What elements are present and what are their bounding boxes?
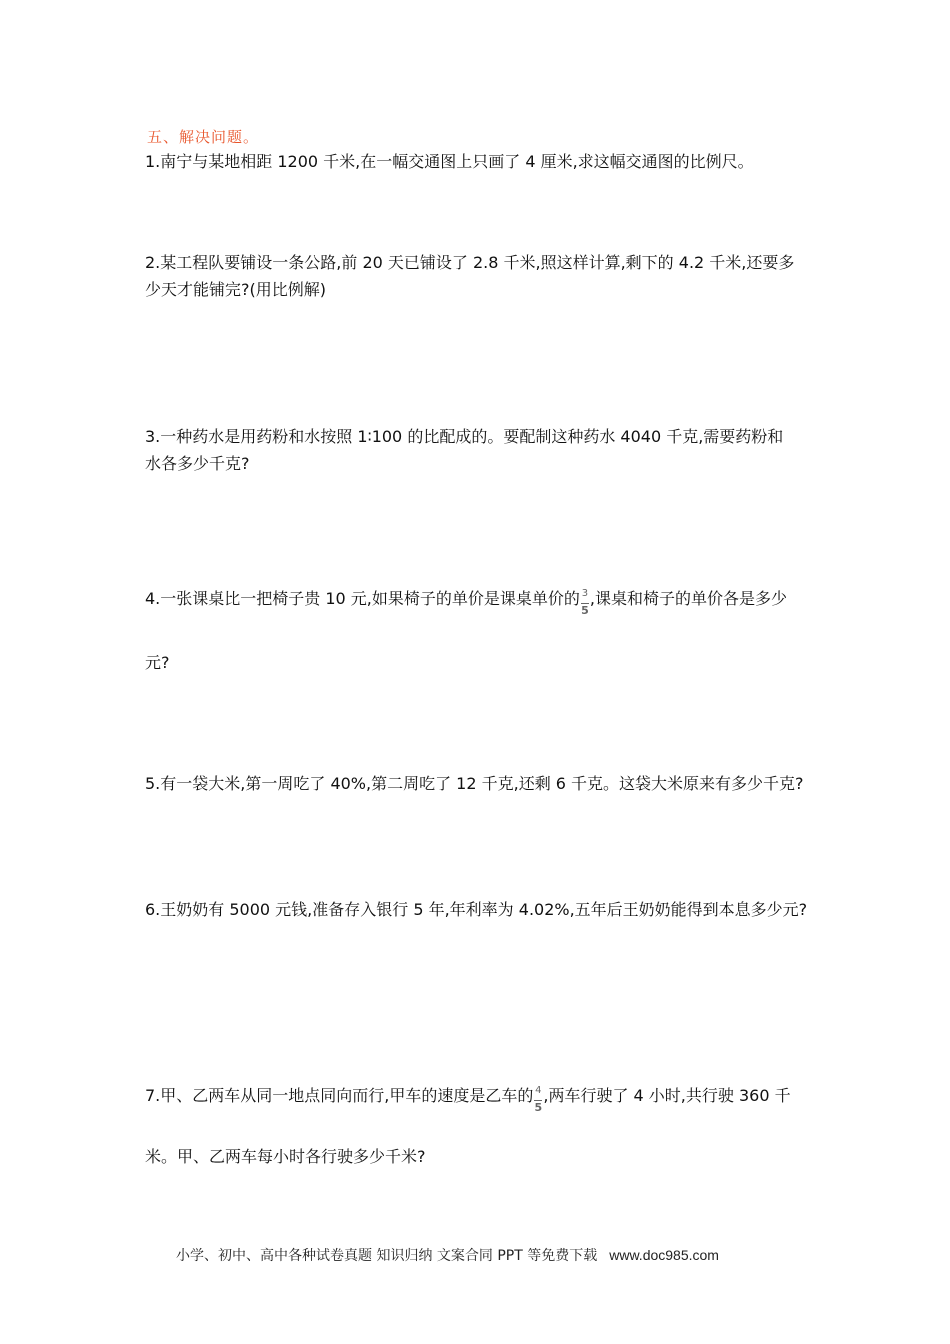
question-5 [145,772,810,796]
question-2 [145,251,810,302]
question-2-line-2: 少天才能铺完?(用比例解) [145,280,326,299]
section-title: 五、解决问题。 [147,128,260,146]
question-1-text: 1.南宁与某地相距 1200 千米,在一幅交通图上只画了 4 厘米,求这幅交通图的比例尺。 [145,152,754,171]
question-6 [145,898,810,922]
question-4-line-1 [145,587,810,617]
fraction-denominator: 5 [534,1101,543,1114]
question-4-text-before: 4.一张课桌比一把椅子贵 10 元,如果椅子的单价是课桌单价的 [145,589,580,608]
page-footer [176,1245,719,1265]
question-1 [145,150,810,174]
question-5-text: 5.有一袋大米,第一周吃了 40%,第二周吃了 12 千克,还剩 6 千克。这袋大米原来有多少千克? [145,774,804,793]
question-4-line-2: 元? [145,653,170,672]
footer-text: 小学、初中、高中各种试卷真题 知识归纳 文案合同 PPT 等免费下载 [176,1248,598,1264]
fraction-numerator: 4 [535,1085,542,1096]
question-3 [145,425,810,476]
question-7-line-1 [145,1084,810,1114]
question-7-text-after: ,两车行驶了 4 小时,共行驶 360 千 [543,1086,791,1105]
fraction-numerator: 3 [581,588,589,599]
fraction-four-fifths [534,1085,543,1114]
question-3-line-1: 3.一种药水是用药粉和水按照 1∶100 的比配成的。要配制这种药水 4040 千克,需要药粉和 [145,427,784,446]
footer-url: www.doc985.com [609,1247,719,1263]
question-4 [145,587,810,675]
question-7-text-before: 7.甲、乙两车从同一地点同向而行,甲车的速度是乙车的 [145,1086,534,1105]
question-6-text: 6.王奶奶有 5000 元钱,准备存入银行 5 年,年利率为 4.02%,五年后王奶奶能得到本息多少元? [145,900,808,919]
question-2-line-1: 2.某工程队要铺设一条公路,前 20 天已铺设了 2.8 千米,照这样计算,剩下的 4.2 千米,还要多 [145,253,795,272]
question-7-line-2: 米。甲、乙两车每小时各行驶多少千米? [145,1147,426,1166]
question-7 [145,1084,810,1169]
fraction-three-fifths [581,588,589,617]
fraction-denominator: 5 [581,604,589,617]
question-3-line-2: 水各多少千克? [145,454,250,473]
question-4-text-after: ,课桌和椅子的单价各是多少 [589,589,787,608]
